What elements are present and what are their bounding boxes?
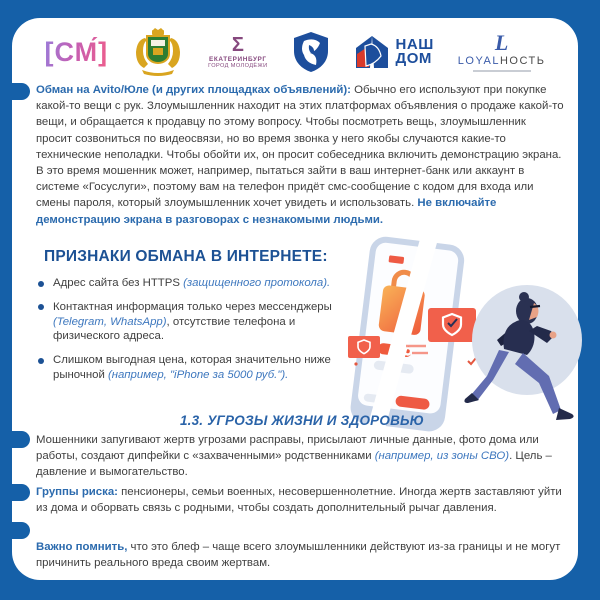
loyalnost-tagline-rule [473, 70, 531, 72]
paragraph-notch [0, 522, 30, 539]
paragraph-notch [0, 431, 30, 448]
cm-logo [45, 37, 109, 68]
card-content [12, 18, 578, 580]
list-item [38, 276, 338, 291]
threats-p1-note: (например, из зоны СВО) [374, 450, 510, 463]
important-note-text: что это блеф – чаще всего злоумышленники действуют из-за границы и не могут причинить реального вреда своим жертвам. [36, 541, 561, 570]
bullet-tail: , отсутствие телефона и физического адреса. [53, 315, 296, 343]
blue-shield-logo-icon [292, 31, 330, 73]
intro-lead: Обман на Avito/Юле (и других площадках объявлений): [36, 84, 351, 96]
cm-logo-text: [СМ́] [44, 36, 109, 67]
loyalnost-wordmark [458, 55, 546, 67]
threats-heading: 1.3. УГРОЗЫ ЖИЗНИ И ЗДОРОВЬЮ [179, 413, 425, 428]
nash-dom-logo [354, 34, 434, 70]
bullet-text: Контактная информация только через мессенджеры [53, 300, 332, 313]
ekaterinburg-coat-of-arms-icon [132, 28, 184, 76]
bullet-note: (Telegram, WhatsApp) [53, 315, 167, 328]
sigma-mark-icon: Σ [231, 33, 244, 56]
loyalnost-logo [457, 29, 546, 72]
list-item [38, 353, 338, 383]
risk-groups-text: пенсионеры, семьи военных, несовершеннолетние. Иногда жертв заставляют уйти из дома и оборвать связь с родными, чтобы создать дополнительный рычаг давления. [36, 486, 562, 515]
paragraph-notch [0, 484, 30, 501]
signs-list [38, 276, 338, 392]
scam-illustration [330, 228, 585, 443]
loyalnost-l-mark: L [494, 29, 509, 55]
ekaterinburg-youth-logo [208, 33, 268, 69]
check-mark-decoration [468, 358, 476, 364]
bullet-note: (защищенного протокола). [183, 277, 331, 289]
risk-groups-paragraph [36, 484, 566, 516]
list-item [38, 300, 338, 344]
paragraph-notch [0, 83, 30, 100]
threats-p1-tail: . Цель – давление и вымогательство. [36, 450, 552, 479]
threats-p1-text: Мошенники запугивают жертв угрозами расправы, присылают личные данные, фото дома или работы, создают дипфейки с «захваченными» родственниками [36, 434, 539, 463]
ekb-youth-line1: ЕКАТЕРИНБУРГ [209, 55, 267, 63]
signs-heading: ПРИЗНАКИ ОБМАНА В ИНТЕРНЕТЕ: [44, 248, 328, 265]
bullet-text: Слишком выгодная цена, которая значительно ниже рыночной [53, 354, 331, 381]
nash-dom-line2: ДОМ [395, 50, 432, 67]
intro-warning: Не включайте демонстрацию экрана в разговорах с незнакомыми людьми. [36, 197, 497, 226]
loyalnost-part1: LOYAL [457, 54, 500, 67]
intro-body: Обычно его используют при покупке какой-то вещи с рук. Злоумышленник находит на этих платформах объявления о продаже какой-то вещи, и обращается к продавцу по этому вопросу. Чтобы посмотреть вещь, злоумышленник просит созвониться по видеосвязи, но во время звонка у него якобы случаются какие-то технические неполадки. Чтобы обойти их, он просит собеседника включить демонстрацию экрана. В это время мошенник может, например, пытаться зайти в ваш интернет-банк или аккаунт в системе «Госуслуги», поэтому вам на телефон придёт смс-сообщение с кодом для входа или смены пароля, который злоумышленник хочет увидеть и использовать. [36, 84, 564, 210]
nash-dom-house-icon [354, 34, 390, 70]
important-note-paragraph [36, 539, 566, 571]
partner-logos [12, 24, 578, 80]
bullet-text: Адрес сайта без HTTPS [53, 277, 184, 289]
risk-groups-lead: Группы риска: [36, 486, 122, 498]
nash-dom-line1: НАШ [395, 36, 434, 53]
bullet-note: (например, "iPhone за 5000 руб."). [107, 368, 289, 381]
threats-paragraph [36, 432, 566, 481]
nash-dom-text [396, 38, 434, 66]
shield-badge-icon [428, 308, 476, 342]
intro-paragraph [36, 82, 564, 228]
loyalnost-part2: НОСТЬ [499, 54, 546, 67]
important-note-lead: Важно помнить, [36, 541, 131, 553]
ekb-youth-line2: ГОРОД МОЛОДЁЖИ [208, 62, 268, 69]
